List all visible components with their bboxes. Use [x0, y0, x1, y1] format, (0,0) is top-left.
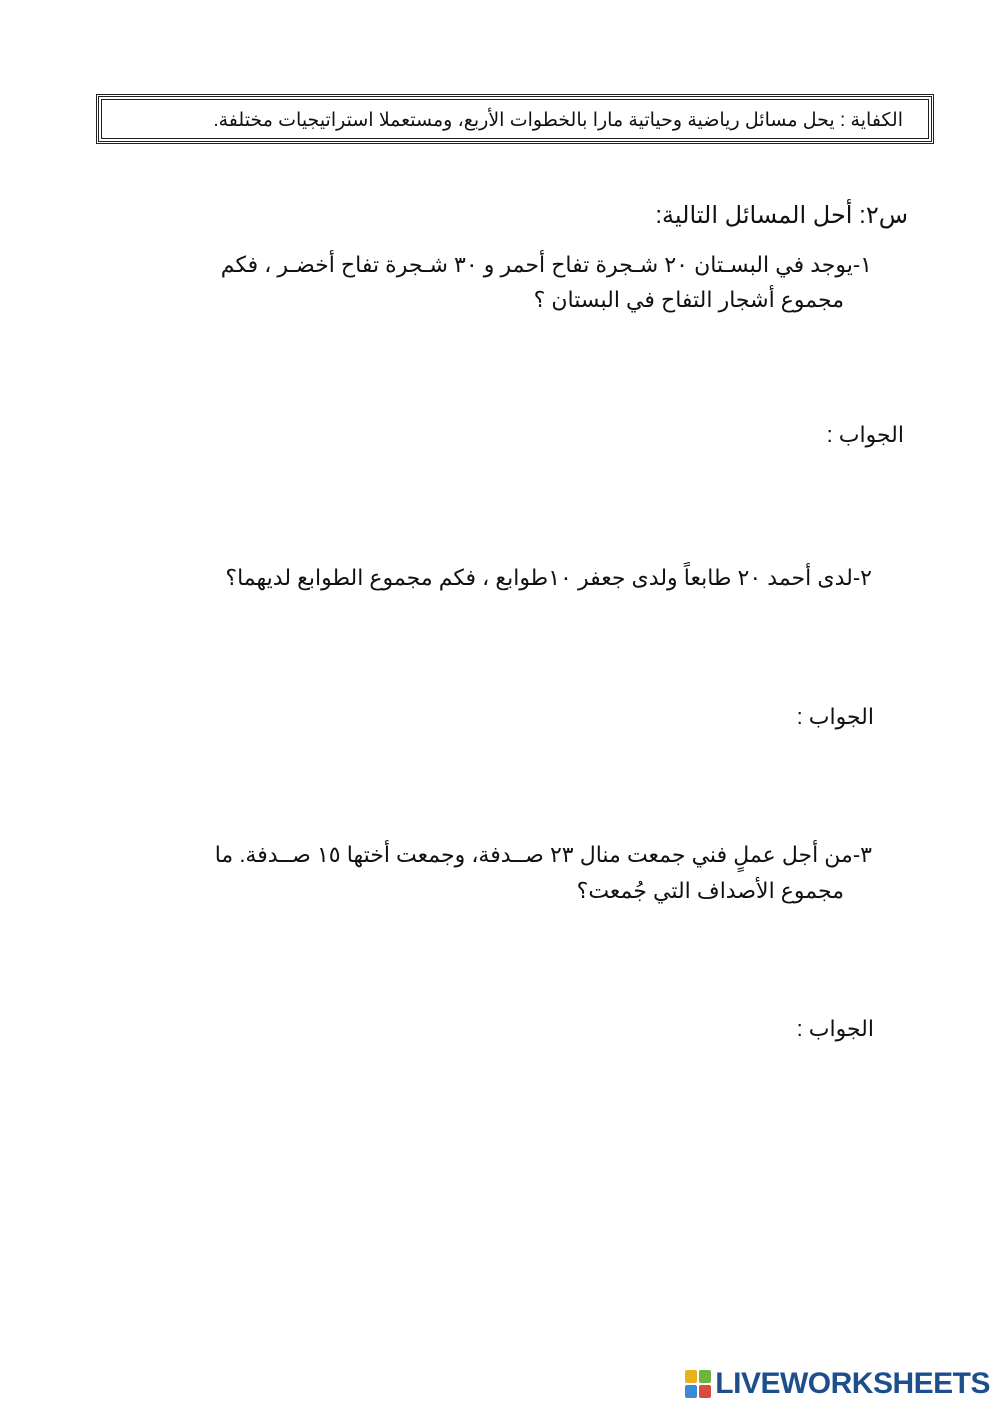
competency-box	[96, 94, 934, 144]
competency-text: الكفاية : يحل مسائل رياضية وحياتية مارا بالخطوات الأربع، ومستعملا استراتيجيات مختلفة.	[213, 110, 903, 131]
question-heading: س٢: أحل المسائل التالية:	[655, 202, 908, 229]
logo-tile	[685, 1385, 697, 1398]
liveworksheets-logo-icon	[685, 1370, 711, 1398]
problem-3-answer-label: الجواب :	[796, 1016, 874, 1041]
problem-2-answer-label: الجواب :	[796, 704, 874, 729]
logo-tile	[699, 1385, 711, 1398]
problem-3-line-1: ٣-من أجل عملٍ فني جمعت منال ٢٣ صــدفة، وجمعت أختها ١٥ صــدفة. ما	[214, 842, 872, 867]
problem-1-answer-label: الجواب :	[826, 422, 904, 447]
liveworksheets-logo[interactable]	[685, 1367, 990, 1401]
problem-1-line-2: مجموع أشجار التفاح في البستان ؟	[533, 287, 844, 312]
problem-2-line-1: ٢-لدى أحمد ٢٠ طابعاً ولدى جعفر ١٠طوابع ، فكم مجموع الطوابع لديهما؟	[225, 565, 872, 590]
logo-tile	[685, 1370, 697, 1383]
logo-tile	[699, 1370, 711, 1383]
problem-1-line-1: ١-يوجد في البسـتان ٢٠ شـجرة تفاح أحمر و ٣٠ شـجرة تفاح أخضـر ، فكم	[220, 252, 872, 277]
problem-3-line-2: مجموع الأصداف التي جُمعت؟	[576, 878, 844, 903]
logo-text: LIVEWORKSHEETS	[715, 1367, 990, 1400]
